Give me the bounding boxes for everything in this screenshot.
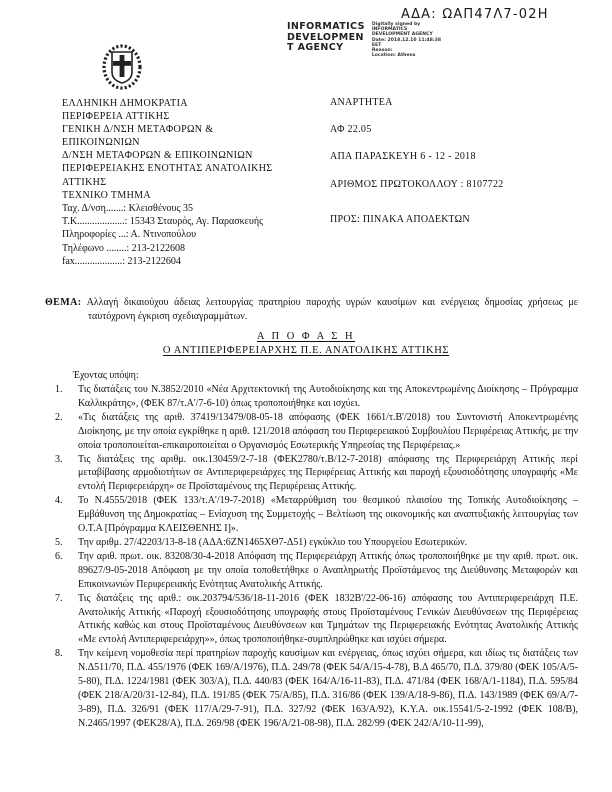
issuing-authority-block	[62, 97, 342, 202]
signature-detail-line: INFORMATICS	[371, 27, 408, 33]
publication-note: ΑΝΑΡΤΗΤΕΑ	[330, 97, 393, 108]
authority-line: Δ/ΝΣΗ ΜΕΤΑΦΟΡΩΝ & ΕΠΙΚΟΙΝΩΝΙΩΝ	[62, 150, 253, 162]
signature-detail-line: EET	[371, 42, 382, 48]
signature-agency-line: T AGENCY	[287, 42, 344, 53]
ada-number: ΑΔΑ: ΩΑΠ47Λ7-02Η	[401, 7, 549, 22]
consideration-item: Το Ν.4555/2018 (ΦΕΚ 133/τ.Α'/19-7-2018) «Μεταρρύθμιση του θεσμικού πλαισίου της Τοπικής Αυτοδιοίκησης – Εμβάθυνση της Δημοκρατίας – Ενίσχυση της Συμμετοχής – Βελτίωση της οικονομικής και αναπτυξιακής λειτουργίας των Ο.Τ.Α [Πρόγραμμα ΚΛΕΙΣΘΕΝΗΣ Ι]».	[78, 495, 578, 535]
signature-detail-line: Location: Athens	[371, 53, 416, 59]
signature-detail-line: Date: 2018.12.10 11:48:38	[371, 37, 442, 43]
consideration-item: «Τις διατάξεις της αριθ. 37419/13479/08-05-18 απόφασης (ΦΕΚ 1661/τ.Β'/2018) του Συντονιστή Αποκεντρωμένης Διοίκησης, με την οποία εγκρίθηκε η αριθ. 121/2018 απόφαση του Περιφερειακού Συμβουλίου Περιφέρειας Αττικής, με την οποία τροποποιείται-επικαιροποιείται ο Οργανισμός Εσωτερικής Υπηρεσίας της Περιφέρειας.»	[78, 411, 578, 451]
decision-title: Α Π Ο Φ Α Σ Η	[256, 331, 356, 342]
contact-phone-line: Τηλέφωνο ........: 213-2122608	[62, 242, 185, 254]
contact-person-line: Πληροφορίες ...: Α. Ντινοπούλου	[62, 229, 197, 241]
signature-detail-line: DEVELOPMENT AGENCY	[371, 32, 433, 38]
signature-agency-line: INFORMATICS	[287, 21, 365, 32]
signature-detail-line: Digitally signed by	[371, 22, 421, 27]
contact-details-block	[62, 202, 332, 268]
signature-detail-line: Reason:	[371, 48, 393, 54]
authority-line: ΑΤΤΙΚΗΣ	[62, 176, 107, 188]
decision-subtitle: Ο ΑΝΤΙΠΕΡΙΦΕΡΕΙΑΡΧΗΣ Π.Ε. ΑΝΑΤΟΛΙΚΗΣ ΑΤΤΙΚΗΣ	[162, 345, 450, 356]
consideration-item: Την αριθ. πρωτ. οικ. 83208/30-4-2018 Απόφαση της Περιφερειάρχη Αττικής όπως τροποποιήθηκε με την αριθ. πρωτ. οικ. 89627/9-05-2018 Απόφαση με την οποία τοποθετήθηκε ο Αναπληρωτής Προϊστάμενος της Διεύθυνσης Μεταφορών και Επικοινωνιών Περιφερειακής Ενότητας Ανατολικής Αττικής.	[78, 550, 578, 590]
signature-agency-line: DEVELOPMEN	[287, 31, 364, 43]
recipients-line: ΠΡΟΣ: ΠΙΝΑΚΑ ΑΠΟΔΕΚΤΩΝ	[330, 214, 470, 225]
authority-line: ΤΕΧΝΙΚΟ ΤΜΗΜΑ	[62, 189, 151, 201]
contact-fax-line: fax...................: 213-2122604	[62, 255, 181, 267]
preamble-intro: Έχοντας υπόψη:	[73, 370, 139, 381]
consideration-item: Τις διατάξεις της αριθμ. οικ.130459/2-7-18 (ΦΕΚ2780/τ.Β/12-7-2018) απόφασης της Περιφερειάρχη Αττικής περί μεταβίβασης αρμοδιοτήτων σε Αντιπεριφερειάρχες της Περιφέρειας Αττικής και παροχή εξουσιοδότησης υπογραφής «Με εντολή Περιφερειάρχη» σε Προϊσταμένους της Περιφέρειας Αττικής.	[78, 453, 578, 493]
consideration-item: Την κείμενη νομοθεσία περί πρατηρίων παροχής καυσίμων και ενέργειας, όπως ισχύει σήμερα, και ιδίως τις διατάξεις των Ν.Δ511/70, Π.Δ. 455/1976 (ΦΕΚ 169/Α/1976), Π.Δ. 249/78 (ΦΕΚ 54/Α/15-4-78), Β.Δ 465/70, Π.Δ. 379/80 (ΦΕΚ 105/Α/5-5-80), Π.Δ. 1224/1981 (ΦΕΚ 303/Α), Π.Δ. 440/83 (ΦΕΚ 164/Α/16-11-83), Π.Δ. 471/84 (ΦΕΚ 168/Α/1-1184), Π.Δ. 595/84 (ΦΕΚ 218/Α/20/31-12-84), Π.Δ. 191/85 (ΦΕΚ 75/Α/85), Π.Δ. 316/86 (ΦΕΚ 139/Α/18-9-86), Π.Δ. 143/1989 (ΦΕΚ 69/Α/7-3-89), Π.Δ. 326/91 (ΦΕΚ 117/Α/29-7-91), Π.Δ. 327/92 (ΦΕΚ 163/Α/92), Κ.Υ.Α. οικ.15541/5-2-1992 (ΦΕΚ 108/Β), Ν.2465/1997 (ΦΕΚ28/Α), Π.Δ. 269/98 (ΦΕΚ 196/Α/21-08-98), Π.Δ. 282/99 (ΦΕΚ 242/Α/10-11-99),	[78, 648, 578, 729]
contact-address-line: Ταχ. Δ/νση.......: Κλεισθένους 35	[62, 203, 193, 214]
contact-postcode-line: Τ.Κ...................: 15343 Σταυρός, Αγ. Παρασκευής	[62, 216, 264, 228]
signature-agency-name	[287, 22, 365, 58]
consideration-item: Την αριθμ. 27/42203/13-8-18 (ΑΔΑ:6ΖΝ1465ΧΘ7-Δ51) εγκύκλιο του Υπουργείου Εσωτερικών.	[78, 536, 468, 548]
signature-details	[372, 22, 441, 58]
authority-line: ΕΠΙΚΟΙΝΩΝΙΩΝ	[62, 137, 140, 149]
authority-line: ΠΕΡΙΦΕΡΕΙΑ ΑΤΤΙΚΗΣ	[62, 111, 170, 123]
subject-label: ΘΕΜΑ:	[45, 297, 82, 308]
authority-line: ΕΛΛΗΝΙΚΗ ΔΗΜΟΚΡΑΤΙΑ	[62, 98, 188, 109]
consideration-item: Τις διατάξεις της αριθ.: οικ.203794/536/18-11-2016 (ΦΕΚ 1832Β'/22-06-16) απόφασης του Αντιπεριφερειάρχη Π.Ε. Ανατολικής Αττικής «Παροχή εξουσιοδότησης υπογραφής στους Προϊσταμένους Γενικών Διευθύνσεων της Περιφέρειας Αττικής καθώς και στους Προϊσταμένους Διευθύνσεων και Τμημάτων της Περιφερειακής Ενότητας Ανατολικής Αττικής «Με εντολή Αντιπεριφερειάρχη»», όπως τροποποιήθηκε-συμπληρώθηκε και ισχύει σήμερα.	[78, 592, 578, 646]
subject-text: Αλλαγή δικαιούχου άδειας λειτουργίας πρατηρίου παροχής υγρών καυσίμων και ενέργειας δημοσίας χρήσεως με ταυτόχρονη έγκριση σχεδιαγραμμάτων.	[86, 297, 578, 322]
digital-signature-stamp	[287, 22, 441, 58]
authority-line: ΠΕΡΙΦΕΡΕΙΑΚΗΣ ΕΝΟΤΗΤΑΣ ΑΝΑΤΟΛΙΚΗΣ	[62, 163, 273, 175]
consideration-item: Τις διατάξεις του Ν.3852/2010 «Νέα Αρχιτεκτονική της Αυτοδιοίκησης και της Αποκεντρωμένης Διοίκησης – Πρόγραμμα Καλλικράτης», (ΦΕΚ 87/τ.Α'/7-6-10) όπως τροποποιήθηκε και ισχύει.	[78, 384, 578, 409]
considerations-list	[45, 383, 578, 731]
authority-line: ΓΕΝΙΚΗ Δ/ΝΣΗ ΜΕΤΑΦΟΡΩΝ &	[62, 124, 214, 136]
file-reference: ΑΦ 22.05	[330, 124, 372, 135]
protocol-date: ΑΠΑ ΠΑΡΑΣΚΕΥΗ 6 - 12 - 2018	[330, 151, 476, 162]
protocol-number: ΑΡΙΘΜΟΣ ΠΡΩΤΟΚΟΛΛΟΥ : 8107722	[330, 179, 504, 190]
subject-block	[45, 296, 578, 323]
greek-coat-of-arms-icon	[100, 42, 144, 94]
